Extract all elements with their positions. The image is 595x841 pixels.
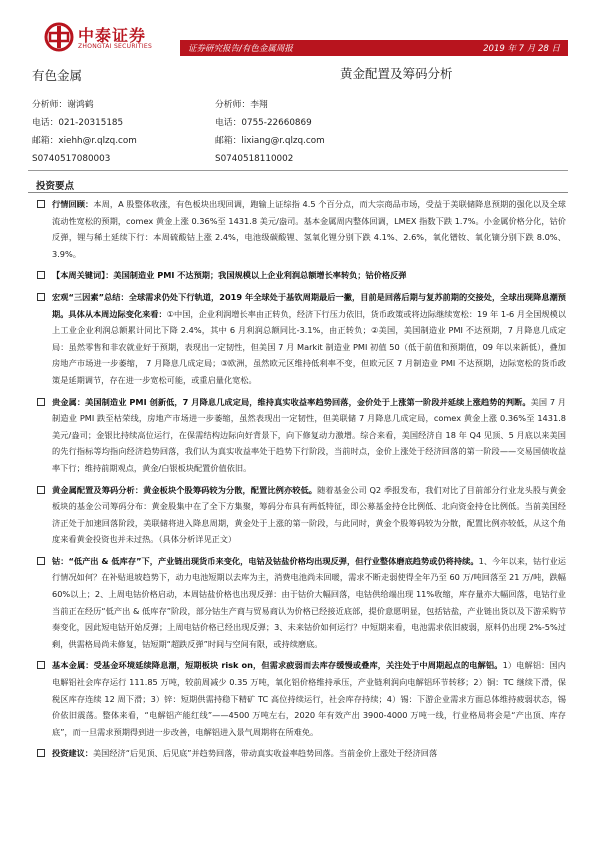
point-text: ①中国，企业利润增长率由正转负，经济下行压力依旧，货币政策或将边际继续宽松：19 年 1-6 月全国规模以上工业企业利润总额累计同比下降 2.4%，其中 6 月利润总额同比-3.1%，由正转负；②美国，美国制造业 PMI 不达预期，7 月降息几成定局：虽然零售和非农就业好于预期，表现出一定韧性，但美国 7 月 Markit 制造业 PMI 初值 50（低于前值和预期值，09 年以来新低），叠加房地产市场进一步萎缩， 7 月降息几成定局；③欧洲，虽然欧元区维持低利率不变，但欧元区 7 月制造业 PMI 不达预期，边际宽松的货币政策是延期调节，存在进一步宽松可能，或重启量化宽松。 — [52, 308, 566, 385]
analyst-email[interactable]: 邮箱：lixiang@r.qlzq.com — [215, 136, 325, 146]
point-macro — [36, 289, 566, 389]
sector-name: 有色金属 — [32, 68, 83, 83]
point-text: 1）电解铝：国内电解铝社会库存运行 111.85 万吨，较前周减少 0.35 万吨，氧化铝价格维持承压，产业链利润向电解铝环节转移；2）铜：TC 继续下滑，保税区库存连续 12 周下滑；3）锌：短期供需持稳下精矿 TC 高位持续运行，社会库存持续；4）锡：下游企业需求方面总体维持疲弱状态，锡价依旧震荡。整体来看，“电解铝产能红线”——4500 万吨左右，2020 年有效产出 3900-4000 万吨一线，行业格局将会是“产出顶、库存底”，而一旦需求预期得到进一步改善，电解铝进入景气周期将在所难免。 — [52, 660, 566, 737]
logo-english-name: ZHONGTAI SECURITIES — [78, 43, 153, 50]
point-precious-metals — [36, 394, 566, 477]
section-header — [28, 175, 568, 193]
point-text: 美国经济“后见顶、后见底”并趋势回落，带动真实收益率趋势回落。当前金价上涨处于经济回落 — [92, 748, 438, 759]
point-lead: 宏观“三因素”总结：全球需求仍处下行轨道，2019 年全球处于基钦周期最后一撇，目前是回落后期与复苏前期的交接处，全球出现降息潮预期。具体从本周边际变化来看： — [52, 291, 566, 319]
point-base-metals — [36, 657, 566, 740]
analyst-name: 分析师：李翔 — [215, 100, 268, 110]
point-lead: 基本金属：受基金环境延续降息潮，短期板块 risk on，但需求疲弱而去库存缓慢或叠库，关注处于中周期起点的电解铝。 — [52, 660, 503, 671]
analyst-name: 分析师：谢鸿鹤 — [32, 100, 94, 110]
analyst-cert: S0740517080003 — [32, 154, 111, 164]
bullet-square-icon — [37, 557, 45, 565]
point-lead: 贵金属：美国制造业 PMI 创新低，7 月降息几成定局，维持真实收益率趋势回落，金价处于上涨第一阶段并延续上涨趋势的判断。 — [52, 396, 531, 407]
point-lead: 钴：“低产出 & 低库存”下，产业链出现货币来变化，电钴及钴盐价格均出现反弹，但行业整体磨底趋势或仍将持续。 — [52, 555, 479, 566]
point-keywords — [36, 267, 566, 284]
key-points — [36, 196, 566, 767]
point-lead: 行情回顾： — [52, 199, 94, 209]
analyst-email[interactable]: 邮箱：xiehh@r.qlzq.com — [32, 136, 137, 146]
bullet-square-icon — [37, 398, 45, 406]
report-category: 证券研究报告/有色金属周报 — [188, 44, 293, 54]
point-lead: 投资建议： — [52, 748, 93, 759]
point-lead: 【本周关键词】：美国制造业 PMI 不达预期；我国规模以上企业利润总额增长率转负；钴价格反弹 — [52, 270, 407, 281]
analyst-block — [32, 96, 137, 168]
bullet-square-icon — [37, 200, 45, 208]
point-cobalt — [36, 553, 566, 653]
divider — [28, 170, 568, 171]
point-investment-advice — [36, 745, 566, 762]
section-title: 投资要点 — [36, 181, 75, 192]
report-date: 2019 年 7 月 28 日 — [483, 44, 560, 54]
bullet-square-icon — [37, 271, 45, 279]
header-banner — [180, 40, 568, 56]
point-text: 随着基金公司 Q2 季报发布，我们对比了目前部分行业龙头股与黄金板块的基金公司筹码分布：黄金股集中在了全下方集聚，筹码分布具有两低特征，即公募基金持仓比例低、北向资金持仓比例低。当前美国经济正处于加速回落阶段，美联储将进入降息周期，黄金处于上涨的第一阶段，与此同时，黄金个股筹码较为分散，配置比例亦较低，从这个角度来看黄金投资也并未过热。（具体分析详见正文） — [52, 484, 566, 545]
analyst-cert: S0740518110002 — [215, 154, 294, 164]
point-text: 本周，A 股整体收涨，有色板块出现回调，跑输上证综指 4.5 个百分点，而大宗商品市场，受益于美联储降息预期的强化以及全球流动性宽松的预期，comex 黄金上涨 0.36%至 1431.8 美元/盎司。基本金属周内整体回调，LMEX 指数下跌 1.7%。小金属价格分化，钴价反弹，锂与稀土延续下行：本周硫酸钴上涨 2.4%，电池级碳酸锂、氢氧化锂分别下跌 4.1%、2.6%，氧化镨钕、氧化镝分别下跌 8.0%、3.9%。 — [52, 199, 566, 259]
logo-chinese-name: 中泰证券 — [78, 26, 147, 45]
point-text: 1、今年以来，钴行业运行情况如何？在补贴退坡趋势下，动力电池短期以去库为主，消费电池尚未回暖，需求不断走弱使得全年乃至 60 万/吨回落至 21 万/吨，跌幅 60%以上；2、上周电钴价格启动，本周钴盐价格也出现反弹：由于钴价大幅回落，电钴供给端出现 11%收缩，库存量亦大幅回落，电钴行业当前正在经历“低产出 & 低库存”阶段，部分钴生产商与贸易商认为价格已经接近底部，提价意愿明显，包括钴盐，产业链出货以及下游采购节奏变化，因此短电钴开始反弹；上周电钴价格已经出现反弹；3、未来钴价如何运行？中短期来看，电池需求依旧疲弱，原料仍出现 2%-5%过剩，供需格局尚未修复，钴短期“超跌反弹”时间与空间有限，或持续磨底。 — [52, 555, 566, 649]
brand-logo — [44, 22, 164, 54]
report-title: 黄金配置及筹码分析 — [340, 66, 453, 81]
zhongtai-logo-icon — [44, 22, 74, 52]
bullet-square-icon — [37, 661, 45, 669]
point-lead: 黄金属配置及筹码分析：黄金板块个股筹码较为分散，配置比例亦较低。 — [52, 484, 318, 495]
analyst-block — [215, 96, 325, 168]
analyst-phone: 电话：021-20315185 — [32, 118, 124, 128]
point-gold-allocation — [36, 482, 566, 548]
point-market-review — [36, 196, 566, 262]
bullet-square-icon — [37, 293, 45, 301]
bullet-square-icon — [37, 486, 45, 494]
bullet-square-icon — [37, 749, 45, 757]
report-header — [0, 0, 595, 64]
analyst-phone: 电话：0755-22660869 — [215, 118, 312, 128]
point-text: 美国 7 月制造业 PMI 跌至枯荣线，房地产市场进一步萎缩，虽然表现出一定韧性，但美联储 7 月降息几成定局，comex 黄金上涨 0.36%至 1431.8 美元/盎司；金银比持续高位运行，在保需结构边际向好背景下，向下修复动力激增。综合来看，美国经济自 18 年 Q4 见顶、5 月底以来美国的先行指标等均指向经济趋势回落，我们认为真实收益率处于趋势下行阶段，当前时点，金价上涨处于经济回落的第一阶段——交易国债收益率下行；维持前期观点，黄金/白银板块配置价值依旧。 — [52, 396, 566, 473]
